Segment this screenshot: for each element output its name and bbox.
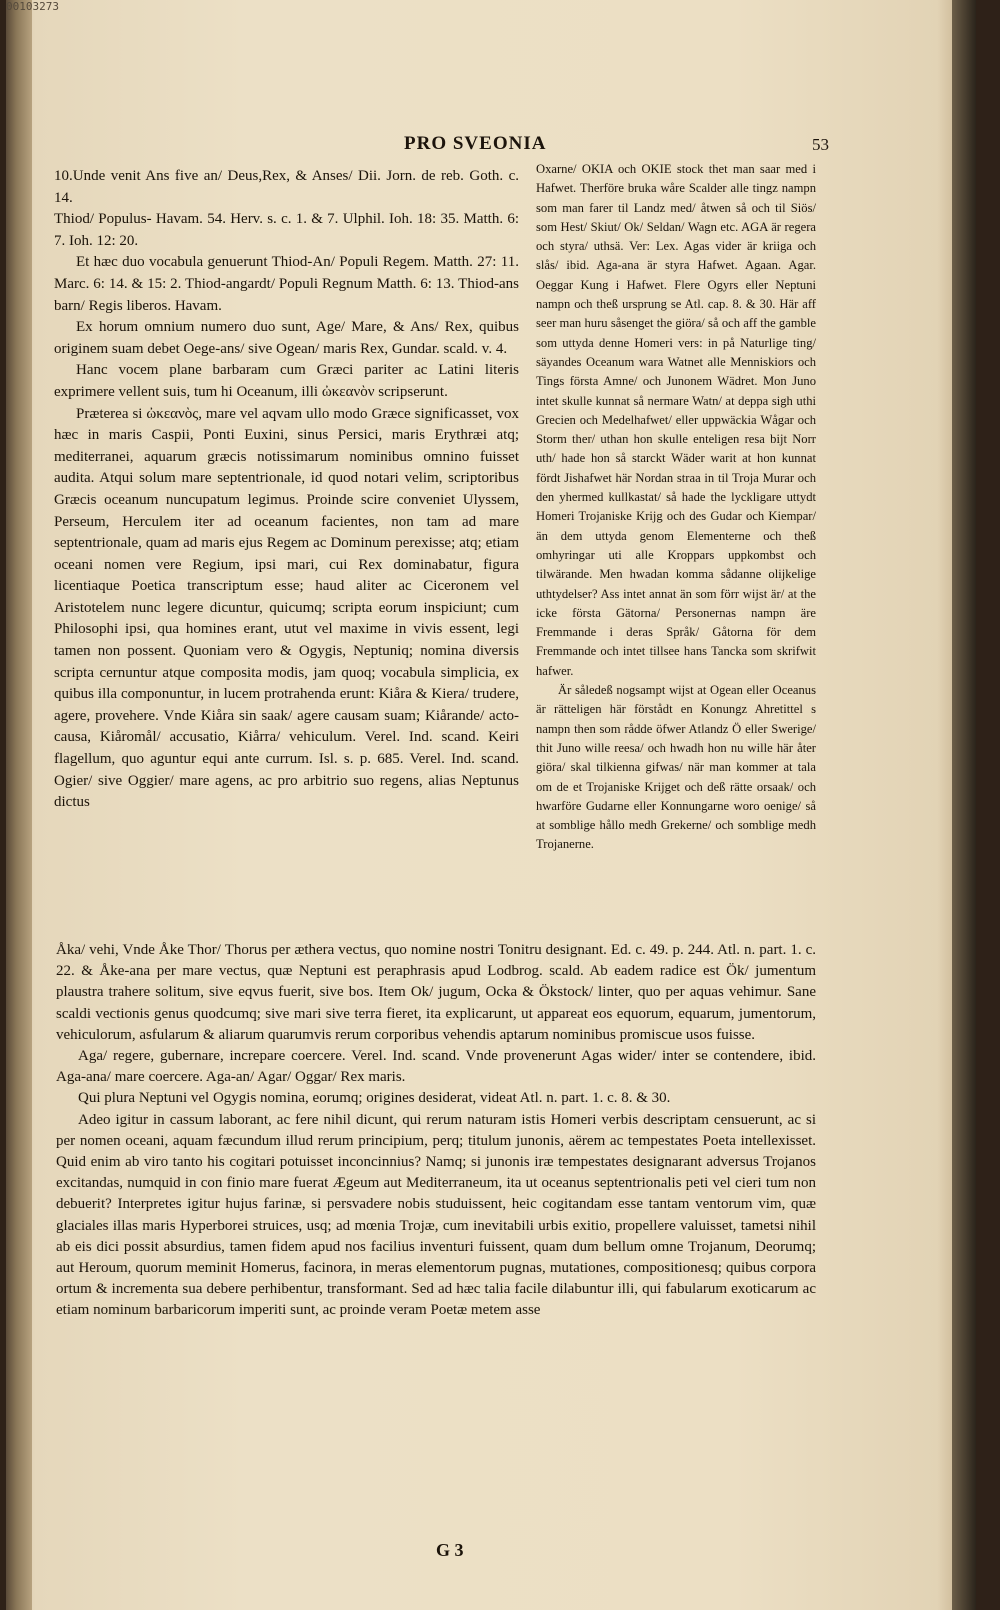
right-column-swedish <box>536 160 816 855</box>
running-head-title: PRO SVEONIA <box>404 133 547 154</box>
paragraph: Är såledeß nogsampt wijst at Ogean eller Oceanus är rätteligen här förstådt en Konungz Ahretittel s nampn then som rådde öfwer Atlandz Ö eller Swerige/ thit Juno wille reesa/ och hwadh hon nu wille här åter giöra/ skal tilkienna gifwas/ när man kommer at tala om de et Trojaniske Krijget och deß rätte orsaak/ och hwarföre Gudarne eller Konnungarne woro oenige/ så at somblige hållo medh Grekerne/ och somblige medh Trojanerne. <box>536 683 816 852</box>
paragraph: Åka/ vehi, Vnde Åke Thor/ Thorus per æthera vectus, quo nomine nostri Tonitru designant. Ed. c. 49. p. 244. Atl. n. part. 1. c. 22. & Åke-ana per mare vectus, quæ Neptuni est peraphrasis apud Lodbrog. scald. Ab eadem radice est Ök/ jumentum plaustra trahere solitum, sive eqvus fuerit, sive bos. Item Ok/ jugum, Ocka & Ökstock/ linter, quo per aquas vehimur. Sane scaldi vectionis genus quodcumq; sive mari sive terra fieret, ita explicarunt, ut appareat eos equorum, equarum, jumentorum, vehiculorum, asfularum & aliarum quarumvis rerum corporibus vehendis aptarum nominibus promiscue usos fuisse. <box>56 942 816 1043</box>
left-column <box>54 166 519 814</box>
full-width-text <box>56 940 816 1322</box>
paragraph: Hanc vocem plane barbaram cum Græci pariter ac Latini literis exprimere vellent suis, tum hi Oceanum, illi ὠκεανὸν scripserunt. <box>54 362 519 400</box>
paragraph: Præterea si ὠκεανὸς, mare vel aqvam ullo modo Græce significasset, vox hæc in maris Caspii, Ponti Euxini, sinus Persici, maris Erythræi atq; mediterranei, aquarum græcis notissimarum nominibus omnino fuisset audita. Atqui solum mare septentrionale, id quod notari velim, scriptoribus Græcis oceanum nuncupatum legimus. Proinde scire conveniet Ulyssem, Perseum, Herculem iter ad oceanum facientes, non tam ad mare septentrionale, quam ad maris ejus Regem ac Dominum perexisse; atq; etiam oceani nomen vere Regium, ipsi mari, cui Rex dominabatur, figura licentiaque Poetica transcriptum esse; haud aliter ac Ciceronem vel Aristotelem nunc legere dicuntur, quicumq; scripta eorum inspiciunt; cum Philosophi ipsi, qua homines erant, utut vel maxime in vivis essent, legi tamen non possent. Quoniam vero & Ogygis, Neptuniq; nomina diversis scripta cernuntur atque composita modis, jam quoq; vocabula simplicia, ex quibus illa componuntur, in lucem protrahenda erunt: Kiåra & Kiera/ trudere, agere, provehere. Vnde Kiåra sin saak/ agere causam suam; Kiårande/ acto-causa, Kiåromål/ accusatio, Kiårra/ vehiculum. Verel. Ind. scand. Keiri flagellum, quo aguntur equi ante currum. Isl. s. p. 685. Verel. Ind. scand. Ogier/ sive Oggier/ mare agens, ac pro arbitrio suo regens, alias Neptunus dictus <box>54 405 519 811</box>
paragraph: Adeo igitur in cassum laborant, ac fere nihil dicunt, qui rerum naturam istis Homeri verbis descriptam censuerunt, ac si per nomen oceani, aquam fæcundum illud rerum principium, perq; titulum junonis, aërem ac tempestates Poeta intellexisset. Quid enim ab viro tanto his cogitari potuisset inconcinnius? Namq; si junonis iræ tempestates designarant adversus Trojanos excitandas, numquid in con finio mare fuerat Ægeum aut Mediterraneum, ita ut oceanus septentrionalis peti vel cieri tum non debuerit? Interpretes igitur hujus farinæ, si persvadere nobis studuissent, heic cogitandam esse tantam ventorum vim, quæ glaciales illas maris Hyperborei struices, usq; ad mœnia Trojæ, cum inevitabili urbis exitio, propellere valuisset, tametsi nihil ab eis dici possit absurdius, tamen fidem apud nos facilius inventuri fuissent, quam dum bellum omne Trojanum, Deorumq; aut Heroum, quorum meminit Homerus, facinora, in meras elementorum pugnas, mutationes, compositionesq; quibus corpora ortum & incrementa sua debere perhibentur, transformant. Sed ad hæc talia facile dilabuntur illi, qui fabularum exoticarum ac etiam nominum barbaricorum imperiti sunt, ac proinde veram Poetæ metem asse <box>56 1111 816 1319</box>
page-edge <box>952 0 976 1610</box>
signature-mark: G 3 <box>436 1540 464 1560</box>
page-number: 53 <box>812 135 829 154</box>
paragraph: Aga/ regere, gubernare, increpare coercere. Verel. Ind. scand. Vnde provenerunt Agas wider/ inter se contendere, ibid. Aga-ana/ mare coercere. Aga-an/ Agar/ Oggar/ Rex maris. <box>56 1048 816 1086</box>
book-binding <box>6 0 32 1610</box>
paragraph: Oxarne/ OKIA och OKIE stock thet man saar med i Hafwet. Therföre bruka wåre Scalder alle tingz nampn som man farer til Landz med/ åtwen så och til Siös/ som Hest/ Skiut/ Ok/ Seldan/ Wagn etc. AGA är regera och styra/ uthsä. Ver: Lex. Agas vider är kriiga och slås/ ibid. Aga-ana är styra Hafwet. Agaan. Agar. Oeggar Kung i Hafwet. Flere Ogyrs eller Neptuni nampn och theß ursprung se Atl. cap. 8. & 30. Här aff seer man huru såsenget the giöra/ så och aff the gamble som uttyda denne Homeri vers: in på Naturlige ting/ säyandes Oceanum wara Watnet alle Menniskiors och Tings första Amne/ och Junonem Wädret. Mon Juno intet skulle kunnat så nermare Watn/ at deppa sigh uthi Grecien och Medelhafwet/ eller uppwäckia Wågar och Storm ther/ uthan hon skulle enteligen resa bijt Norr uth/ hade hon så starckt Wäder warit at hon kunnat fördt Jishafwet här Nordan straa in til Troja Murar och den yhermed kullkastat/ så hade the lyckligare uttydt Homeri Trojaniske Krijg och des Gudar och Kiempar/ än dem uttyda genom Elementerne och theß omhyringar uti alle Kroppars uppkombst och tilwärande. Men hwadan komma sådanne olijkelige uthtydelser? Ass intet annat än som förr wijst är/ at the icke första Gätorna/ Personernas nampn äre Fremmande i deras Språk/ Gåtorna för dem Fremmande och intet tillsee hans Tancka som skrifwit hafwer. <box>536 162 816 678</box>
scan-id: 00103273 <box>6 0 59 13</box>
paragraph: Ex horum omnium numero duo sunt, Age/ Mare, & Ans/ Rex, quibus originem suam debet Oege-ans/ sive Ogean/ maris Rex, Gundar. scald. v. 4. <box>54 319 519 357</box>
paragraph: Et hæc duo vocabula genuerunt Thiod-An/ Populi Regem. Matth. 27: 11. Marc. 6: 14. & 15: 2. Thiod-angardt/ Populi Regnum Matth. 6: 13. Thiod-ans barn/ Regis liberos. Havam. <box>54 254 519 314</box>
book-page <box>6 0 976 1610</box>
paragraph: Thiod/ Populus- Havam. 54. Herv. s. c. 1. & 7. Ulphil. Ioh. 18: 35. Matth. 6: 7. Ioh. 12: 20. <box>54 211 519 249</box>
paragraph: Qui plura Neptuni vel Ogygis nomina, eorumq; origines desiderat, videat Atl. n. part. 1. c. 8. & 30. <box>78 1090 671 1107</box>
paragraph: 10.Unde venit Ans five an/ Deus,Rex, & Anses/ Dii. Jorn. de reb. Goth. c. 14. <box>54 168 519 206</box>
